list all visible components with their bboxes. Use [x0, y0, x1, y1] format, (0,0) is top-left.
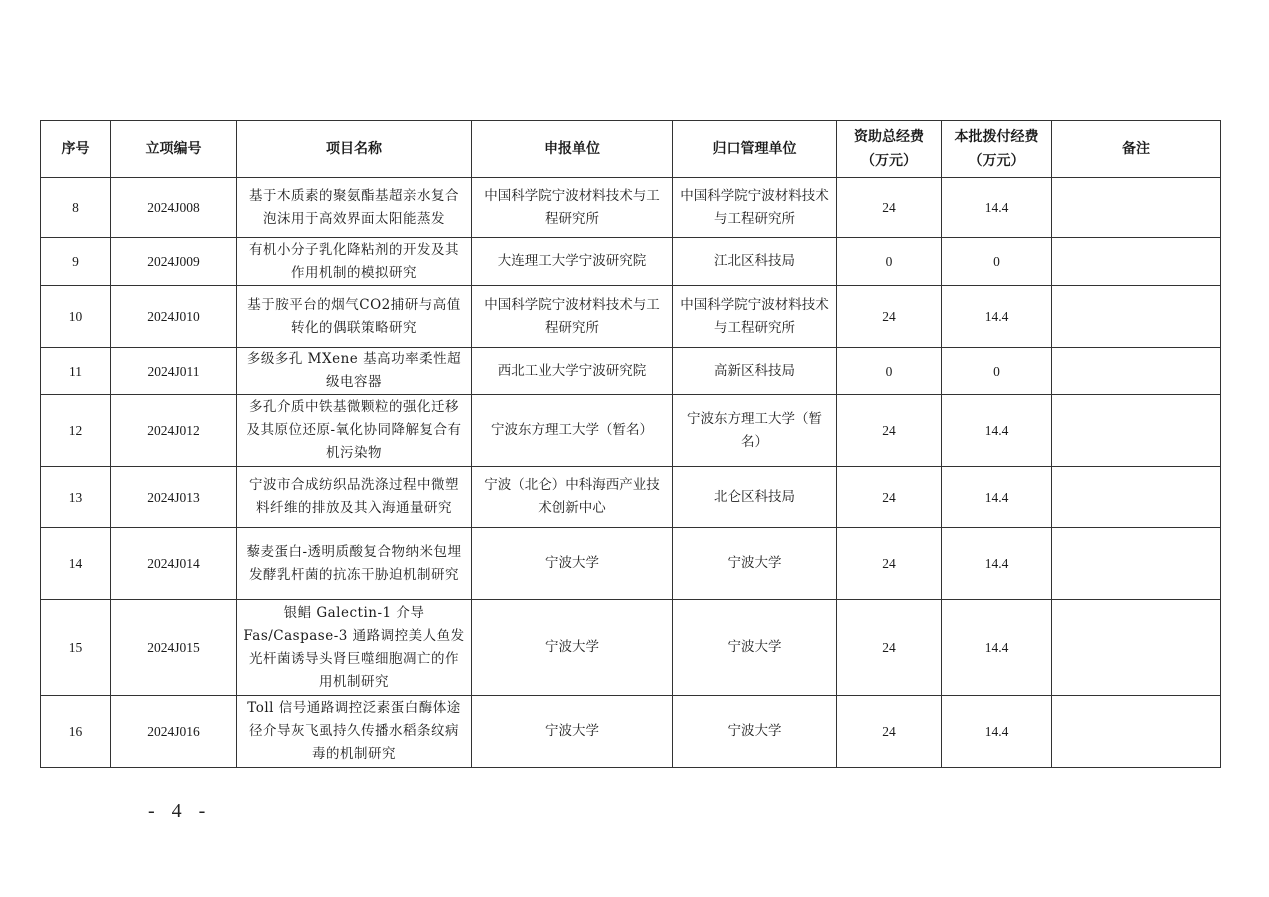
cell-project-name: Toll 信号通路调控泛素蛋白酶体途径介导灰飞虱持久传播水稻条纹病毒的机制研究 — [237, 696, 472, 768]
table-row — [41, 696, 1221, 768]
table-row — [41, 528, 1221, 600]
header-code: 立项编号 — [111, 121, 237, 178]
cell-remark — [1052, 528, 1221, 600]
cell-applicant: 中国科学院宁波材料技术与工程研究所 — [472, 178, 673, 238]
cell-total-funding: 24 — [837, 600, 942, 696]
table-header-row — [41, 121, 1221, 178]
header-batch-funding-line2: （万元） — [968, 153, 1025, 169]
cell-batch-funding: 14.4 — [942, 696, 1052, 768]
cell-applicant: 宁波大学 — [472, 600, 673, 696]
cell-batch-funding: 0 — [942, 238, 1052, 286]
cell-seq: 11 — [41, 348, 111, 395]
header-seq: 序号 — [41, 121, 111, 178]
header-batch-funding — [942, 121, 1052, 178]
cell-seq: 14 — [41, 528, 111, 600]
table-row — [41, 286, 1221, 348]
header-manager: 归口管理单位 — [673, 121, 837, 178]
cell-code: 2024J010 — [111, 286, 237, 348]
cell-manager: 宁波东方理工大学（暂名） — [673, 395, 837, 467]
cell-total-funding: 24 — [837, 467, 942, 528]
table-row — [41, 348, 1221, 395]
cell-manager: 中国科学院宁波材料技术与工程研究所 — [673, 286, 837, 348]
cell-batch-funding: 0 — [942, 348, 1052, 395]
cell-seq: 8 — [41, 178, 111, 238]
cell-batch-funding: 14.4 — [942, 528, 1052, 600]
header-name: 项目名称 — [237, 121, 472, 178]
cell-batch-funding: 14.4 — [942, 395, 1052, 467]
cell-batch-funding: 14.4 — [942, 286, 1052, 348]
cell-remark — [1052, 395, 1221, 467]
cell-total-funding: 24 — [837, 178, 942, 238]
cell-code: 2024J013 — [111, 467, 237, 528]
cell-code: 2024J009 — [111, 238, 237, 286]
cell-applicant: 宁波大学 — [472, 696, 673, 768]
cell-seq: 12 — [41, 395, 111, 467]
cell-project-name: 多孔介质中铁基微颗粒的强化迁移及其原位还原-氧化协同降解复合有机污染物 — [237, 395, 472, 467]
cell-total-funding: 24 — [837, 528, 942, 600]
project-funding-table — [40, 120, 1221, 768]
cell-batch-funding: 14.4 — [942, 178, 1052, 238]
cell-total-funding: 24 — [837, 286, 942, 348]
cell-seq: 10 — [41, 286, 111, 348]
cell-manager: 高新区科技局 — [673, 348, 837, 395]
cell-code: 2024J012 — [111, 395, 237, 467]
cell-manager: 宁波大学 — [673, 600, 837, 696]
cell-code: 2024J015 — [111, 600, 237, 696]
cell-project-name: 多级多孔 MXene 基高功率柔性超级电容器 — [237, 348, 472, 395]
page-number: - 4 - — [148, 800, 212, 822]
cell-applicant: 中国科学院宁波材料技术与工程研究所 — [472, 286, 673, 348]
cell-total-funding: 0 — [837, 238, 942, 286]
table-row — [41, 600, 1221, 696]
cell-code: 2024J016 — [111, 696, 237, 768]
cell-project-name: 基于木质素的聚氨酯基超亲水复合泡沫用于高效界面太阳能蒸发 — [237, 178, 472, 238]
cell-remark — [1052, 600, 1221, 696]
header-total-funding — [837, 121, 942, 178]
cell-batch-funding: 14.4 — [942, 467, 1052, 528]
cell-remark — [1052, 238, 1221, 286]
cell-manager: 中国科学院宁波材料技术与工程研究所 — [673, 178, 837, 238]
header-total-funding-line1: 资助总经费 — [854, 129, 924, 145]
cell-remark — [1052, 348, 1221, 395]
cell-manager: 宁波大学 — [673, 528, 837, 600]
cell-manager: 江北区科技局 — [673, 238, 837, 286]
header-batch-funding-line1: 本批拨付经费 — [954, 129, 1039, 145]
cell-batch-funding: 14.4 — [942, 600, 1052, 696]
cell-remark — [1052, 696, 1221, 768]
cell-total-funding: 0 — [837, 348, 942, 395]
cell-total-funding: 24 — [837, 696, 942, 768]
table-row — [41, 467, 1221, 528]
cell-project-name: 宁波市合成纺织品洗涤过程中微塑料纤维的排放及其入海通量研究 — [237, 467, 472, 528]
cell-manager: 北仑区科技局 — [673, 467, 837, 528]
cell-code: 2024J014 — [111, 528, 237, 600]
cell-total-funding: 24 — [837, 395, 942, 467]
cell-applicant: 宁波东方理工大学（暂名） — [472, 395, 673, 467]
cell-remark — [1052, 286, 1221, 348]
cell-applicant: 宁波（北仑）中科海西产业技术创新中心 — [472, 467, 673, 528]
header-total-funding-line2: （万元） — [861, 153, 917, 169]
cell-seq: 15 — [41, 600, 111, 696]
table-row — [41, 395, 1221, 467]
cell-code: 2024J008 — [111, 178, 237, 238]
cell-remark — [1052, 467, 1221, 528]
cell-seq: 13 — [41, 467, 111, 528]
cell-applicant: 大连理工大学宁波研究院 — [472, 238, 673, 286]
cell-remark — [1052, 178, 1221, 238]
cell-seq: 9 — [41, 238, 111, 286]
cell-code: 2024J011 — [111, 348, 237, 395]
cell-project-name: 藜麦蛋白-透明质酸复合物纳米包埋发酵乳杆菌的抗冻干胁迫机制研究 — [237, 528, 472, 600]
cell-applicant: 西北工业大学宁波研究院 — [472, 348, 673, 395]
header-applicant: 申报单位 — [472, 121, 673, 178]
cell-applicant: 宁波大学 — [472, 528, 673, 600]
cell-project-name: 银鲳 Galectin-1 介导 Fas/Caspase-3 通路调控美人鱼发光杆菌诱导头肾巨噬细胞凋亡的作用机制研究 — [237, 600, 472, 696]
cell-seq: 16 — [41, 696, 111, 768]
cell-project-name: 基于胺平台的烟气CO2捕研与高值转化的偶联策略研究 — [237, 286, 472, 348]
table-row — [41, 178, 1221, 238]
cell-manager: 宁波大学 — [673, 696, 837, 768]
table-row — [41, 238, 1221, 286]
cell-project-name: 有机小分子乳化降粘剂的开发及其作用机制的模拟研究 — [237, 238, 472, 286]
header-remark: 备注 — [1052, 121, 1221, 178]
